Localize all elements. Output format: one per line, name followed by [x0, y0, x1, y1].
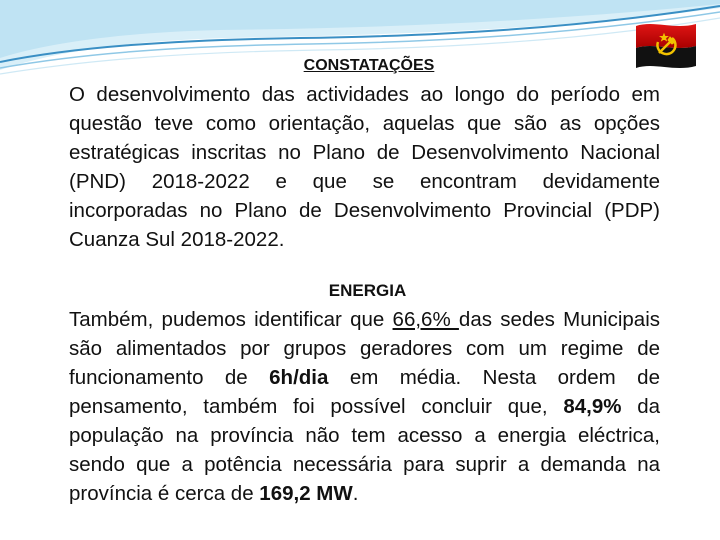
text-segment: da população na província não tem acesso a energia eléctrica, sendo que a potência necessária para suprir a demanda na província é cerca de [69, 395, 660, 505]
value-populacao-sem-energia: 84,9% [563, 395, 622, 418]
text-segment: Também, pudemos identificar que [69, 308, 393, 331]
section-heading-energia: ENERGIA [328, 281, 407, 300]
paragraph-constatacoes: O desenvolvimento das actividades ao longo do período em questão teve como orientação, aquelas que são as opções estratégicas inscritas no Plano de Desenvolvimento Nacional (PND) 2018-2022 e que se encontram devidamente incorporadas no Plano de Desenvolvimento Provincial (PDP) Cuanza Sul 2018-2022. [69, 83, 660, 251]
text-segment: em média. Nesta ordem de pensamento, também foi possível concluir que, [69, 366, 660, 418]
value-horas-dia: 6h/dia [269, 366, 329, 389]
value-potencia-necessaria: 169,2 MW [259, 482, 353, 505]
paragraph-energia [69, 305, 660, 508]
value-sedes-geradores: 66,6% [392, 308, 459, 331]
text-segment: das sedes Municipais são alimentados por grupos geradores com um regime de funcionamento de [69, 308, 661, 389]
page-title: CONSTATAÇÕES [303, 57, 435, 74]
text-segment: . [352, 482, 359, 505]
